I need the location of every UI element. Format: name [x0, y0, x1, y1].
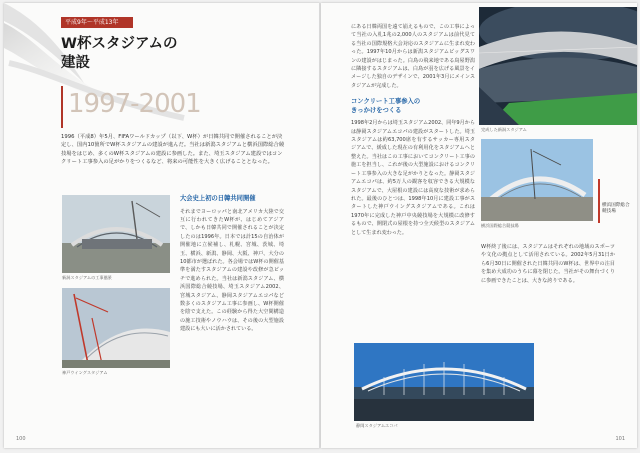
right-heading-line1: コンクリート工事参入の: [351, 98, 421, 106]
niigata-stadium-photo: [479, 7, 637, 125]
photo-mid-caption: 横浜国際総合競技場: [481, 223, 519, 228]
photo-bottom-caption: 静岡スタジアムエコパ: [356, 423, 398, 428]
margin-note-line1: 横浜国際総合: [602, 203, 630, 208]
right-page: [321, 3, 637, 448]
right-top-text: にある日韓両国を遠て崩えるもので、この工事によって当社の入札1兆の2,000人のスタジアムは前代見てる当社の国際規格大会対応のスタジアムに生まれ変わった。1997年10月からは新潟スタジアムビッグスワンの建設がはじまった。白鳥の飛来地である鳥屋野潟に隣接するスタジアムは、白鳥が羽を広げる風景をイメージした独自のデザインで、2001年3月にメインスタジアムが完成した。: [351, 24, 475, 89]
right-page-number: 101: [615, 436, 625, 442]
kobe-stadium-photo: [62, 288, 170, 368]
left-section: [180, 195, 284, 334]
yokohama-stadium-photo: [481, 139, 593, 221]
margin-note-line2: 競技場: [602, 209, 616, 214]
intro-paragraph: 1996（平成8）年5月、FIFAワールドカップ（以下、W杯）が日韓共同で開催されることが決定し、国内10箇所でW杯スタジアムの建設が進んだ。当社は新潟スタジアムと横浜国際総合競技場をはじめ、多くのW杯スタジアムの建設に参画した。また、埼玉スタジアム建設ではコンクリート工事参入の足がかりをつくるなど、将来の可能性を大きく広げることとなった。: [61, 134, 285, 165]
era-label: 平成9年〜平成13年: [61, 17, 133, 28]
chapter-title-line2: 建設: [61, 55, 90, 71]
photo-top-caption: 完成した新潟スタジアム: [481, 127, 527, 132]
photo2-caption: 神戸ウイングスタジアム: [62, 370, 108, 375]
year-accent-line: [61, 86, 63, 128]
section-heading: 大会史上初の日韓共同開催: [180, 195, 256, 202]
left-page: [4, 3, 320, 448]
photo1-caption: 新潟スタジアムの工事風景: [62, 275, 112, 280]
right-section-heading: [351, 98, 475, 115]
niigata-construction-photo: [62, 195, 170, 273]
margin-note: [602, 203, 630, 215]
margin-note-accent: [598, 179, 600, 223]
right-col-text: W杯終了後には、スタジアムはそれぞれの地域のスポーツや文化の拠点として活用されている。2002年5月31日から6月30日に開催された日韓共同のW杯は、世界中の注目を集め大成功のうちに幕を閉じた。当社がその舞台づくりに参画できたことは、大きな誇りである。: [481, 244, 615, 284]
right-section-body: 1998年2月からは埼玉スタジアム2002、同年9月からは静岡スタジアムエコパの建設がスタートした。埼玉スタジアムは約63,700席を有するサッカー専用スタジアムで、緩成した現在の有利用化をスタジアムへと整えた。当社はこの工事においてコンクリート工事の施工を担当し、これが後の大型施設におけるコンクリート工事参入の大きな足がかりとなった。静岡スタジアムエコパは、約5万人の観客を収容できる大規模なスタジアムで、大屋根の建設には高度な技術が求められた。最後のひとつは、1998年10月に建設工事がスタートした神戸ウイングスタジアムである。これは1970年に完成した神戸中央競技場を大規模に改修するもので、開閉式の屋根を持つ全天候型のスタジアムとして生まれ変わった。: [351, 120, 475, 236]
ecopa-stadium-photo: [354, 343, 534, 421]
section-body: それまでヨーロッパと南北アメリカ大陸で交互に行われてきたW杯が、はじめてアジアで、しかも日韓共同で開催されることが決定したのは1996年。日本では計15の自治体が開催地に立候補し、札幌、宮城、茨城、埼玉、横浜、新潟、静岡、大阪、神戸、大分の10都市が選ばれた。各会場ではW杯の開催基準を満たすスタジアムの建設や改修が急ピッチで進められた。当社は新潟スタジアム、横浜国際総合競技場、埼玉スタジアム2002、宮城スタジアム、静岡スタジアムエコパなど数多くのスタジアム工事に参画し、W杯開催を陰で支えた。この経験から得た大空間構造の施工技術やノウハウは、その後の大型施設建設にも大いに活かされている。: [180, 208, 284, 333]
chapter-title: [61, 35, 221, 73]
chapter-title-line1: W杯スタジアムの: [61, 36, 178, 52]
left-page-number: 100: [16, 436, 26, 442]
right-heading-line2: きっかけをつくる: [351, 106, 402, 114]
right-top-column: [351, 23, 475, 275]
year-range: 1997-2001: [68, 89, 201, 119]
